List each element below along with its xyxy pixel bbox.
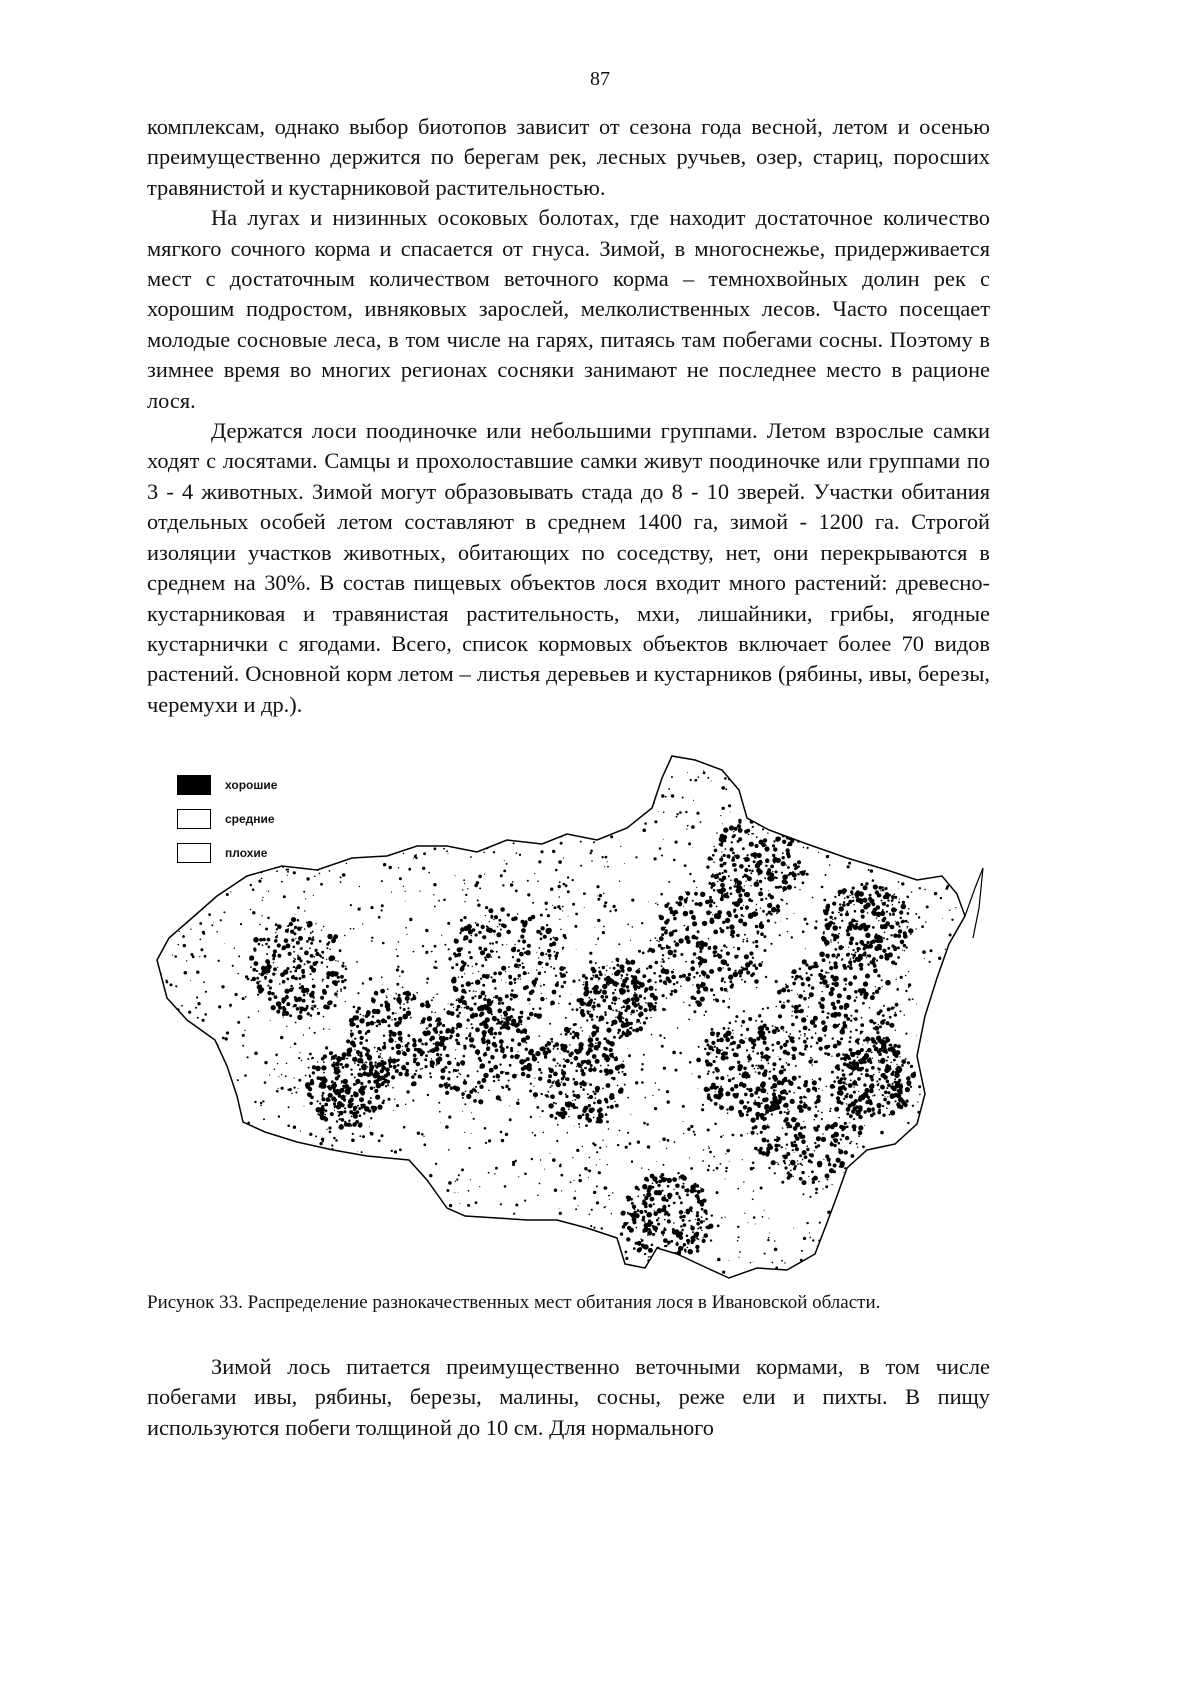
legend-item-medium bbox=[177, 802, 277, 836]
map-legend bbox=[177, 768, 277, 870]
legend-swatch-poor bbox=[177, 843, 211, 863]
legend-item-good bbox=[177, 768, 277, 802]
legend-swatch-good bbox=[177, 775, 211, 795]
legend-label-medium: средние bbox=[225, 812, 275, 826]
legend-label-poor: плохие bbox=[225, 846, 268, 860]
page-number: 87 bbox=[590, 68, 610, 90]
habitat-map-figure bbox=[147, 748, 990, 1330]
paragraph-3: Держатся лоси поодиночке или небольшими группами. Летом взрослые самки ходят с лосятами. Самцы и прохолоставшие самки живут поодиночке или группами по 3 - 4 животных. Зимой могут образовывать стада до 8 - 10 зверей. Участки обитания отдельных особей летом составляют в среднем 1400 га, зимой - 1200 га. Строгой изоляции участков животных, обитающих по соседству, нет, они перекрываются в среднем на 30%. В состав пищевых объектов лося входит много растений: древесно-кустарниковая и травянистая растительность, мхи, лишайники, грибы, ягодные кустарнички с ягодами. Всего, список кормовых объектов включает более 70 видов растений. Основной корм летом – листья деревьев и кустарников (рябины, ивы, березы, черемухи и др.). bbox=[147, 418, 990, 717]
legend-label-good: хорошие bbox=[225, 778, 278, 792]
bottom-text-block bbox=[147, 1352, 990, 1443]
legend-swatch-medium bbox=[177, 809, 211, 829]
paragraph-1: комплексам, однако выбор биотопов зависит от сезона года весной, летом и осенью преимущественно держится по берегам рек, лесных ручьев, озер, стариц, поросших травянистой и кустарниковой растительностью. bbox=[147, 114, 990, 200]
paragraph-4: Зимой лось питается преимущественно веточными кормами, в том числе побегами ивы, рябины, березы, малины, сосны, реже ели и пихты. В пищу используются побеги толщиной до 10 см. Для нормального bbox=[147, 1354, 990, 1440]
legend-item-poor bbox=[177, 836, 277, 870]
top-text-block bbox=[147, 112, 990, 720]
paragraph-2: На лугах и низинных осоковых болотах, где находит достаточное количество мягкого сочного корма и спасается от гнуса. Зимой, в многоснежье, придерживается мест с достаточным количеством веточного корма – темнохвойных долин рек с хорошим подростом, ивняковых зарослей, мелколиственных лесов. Часто посещает молодые сосновые леса, в том числе на гарях, питаясь там побегами сосны. Поэтому в зимнее время во многих регионах сосняки занимают не последнее место в рационе лося. bbox=[147, 205, 990, 413]
figure-caption: Рисунок 33. Распределение разнокачественных мест обитания лося в Ивановской области. bbox=[147, 1292, 881, 1313]
